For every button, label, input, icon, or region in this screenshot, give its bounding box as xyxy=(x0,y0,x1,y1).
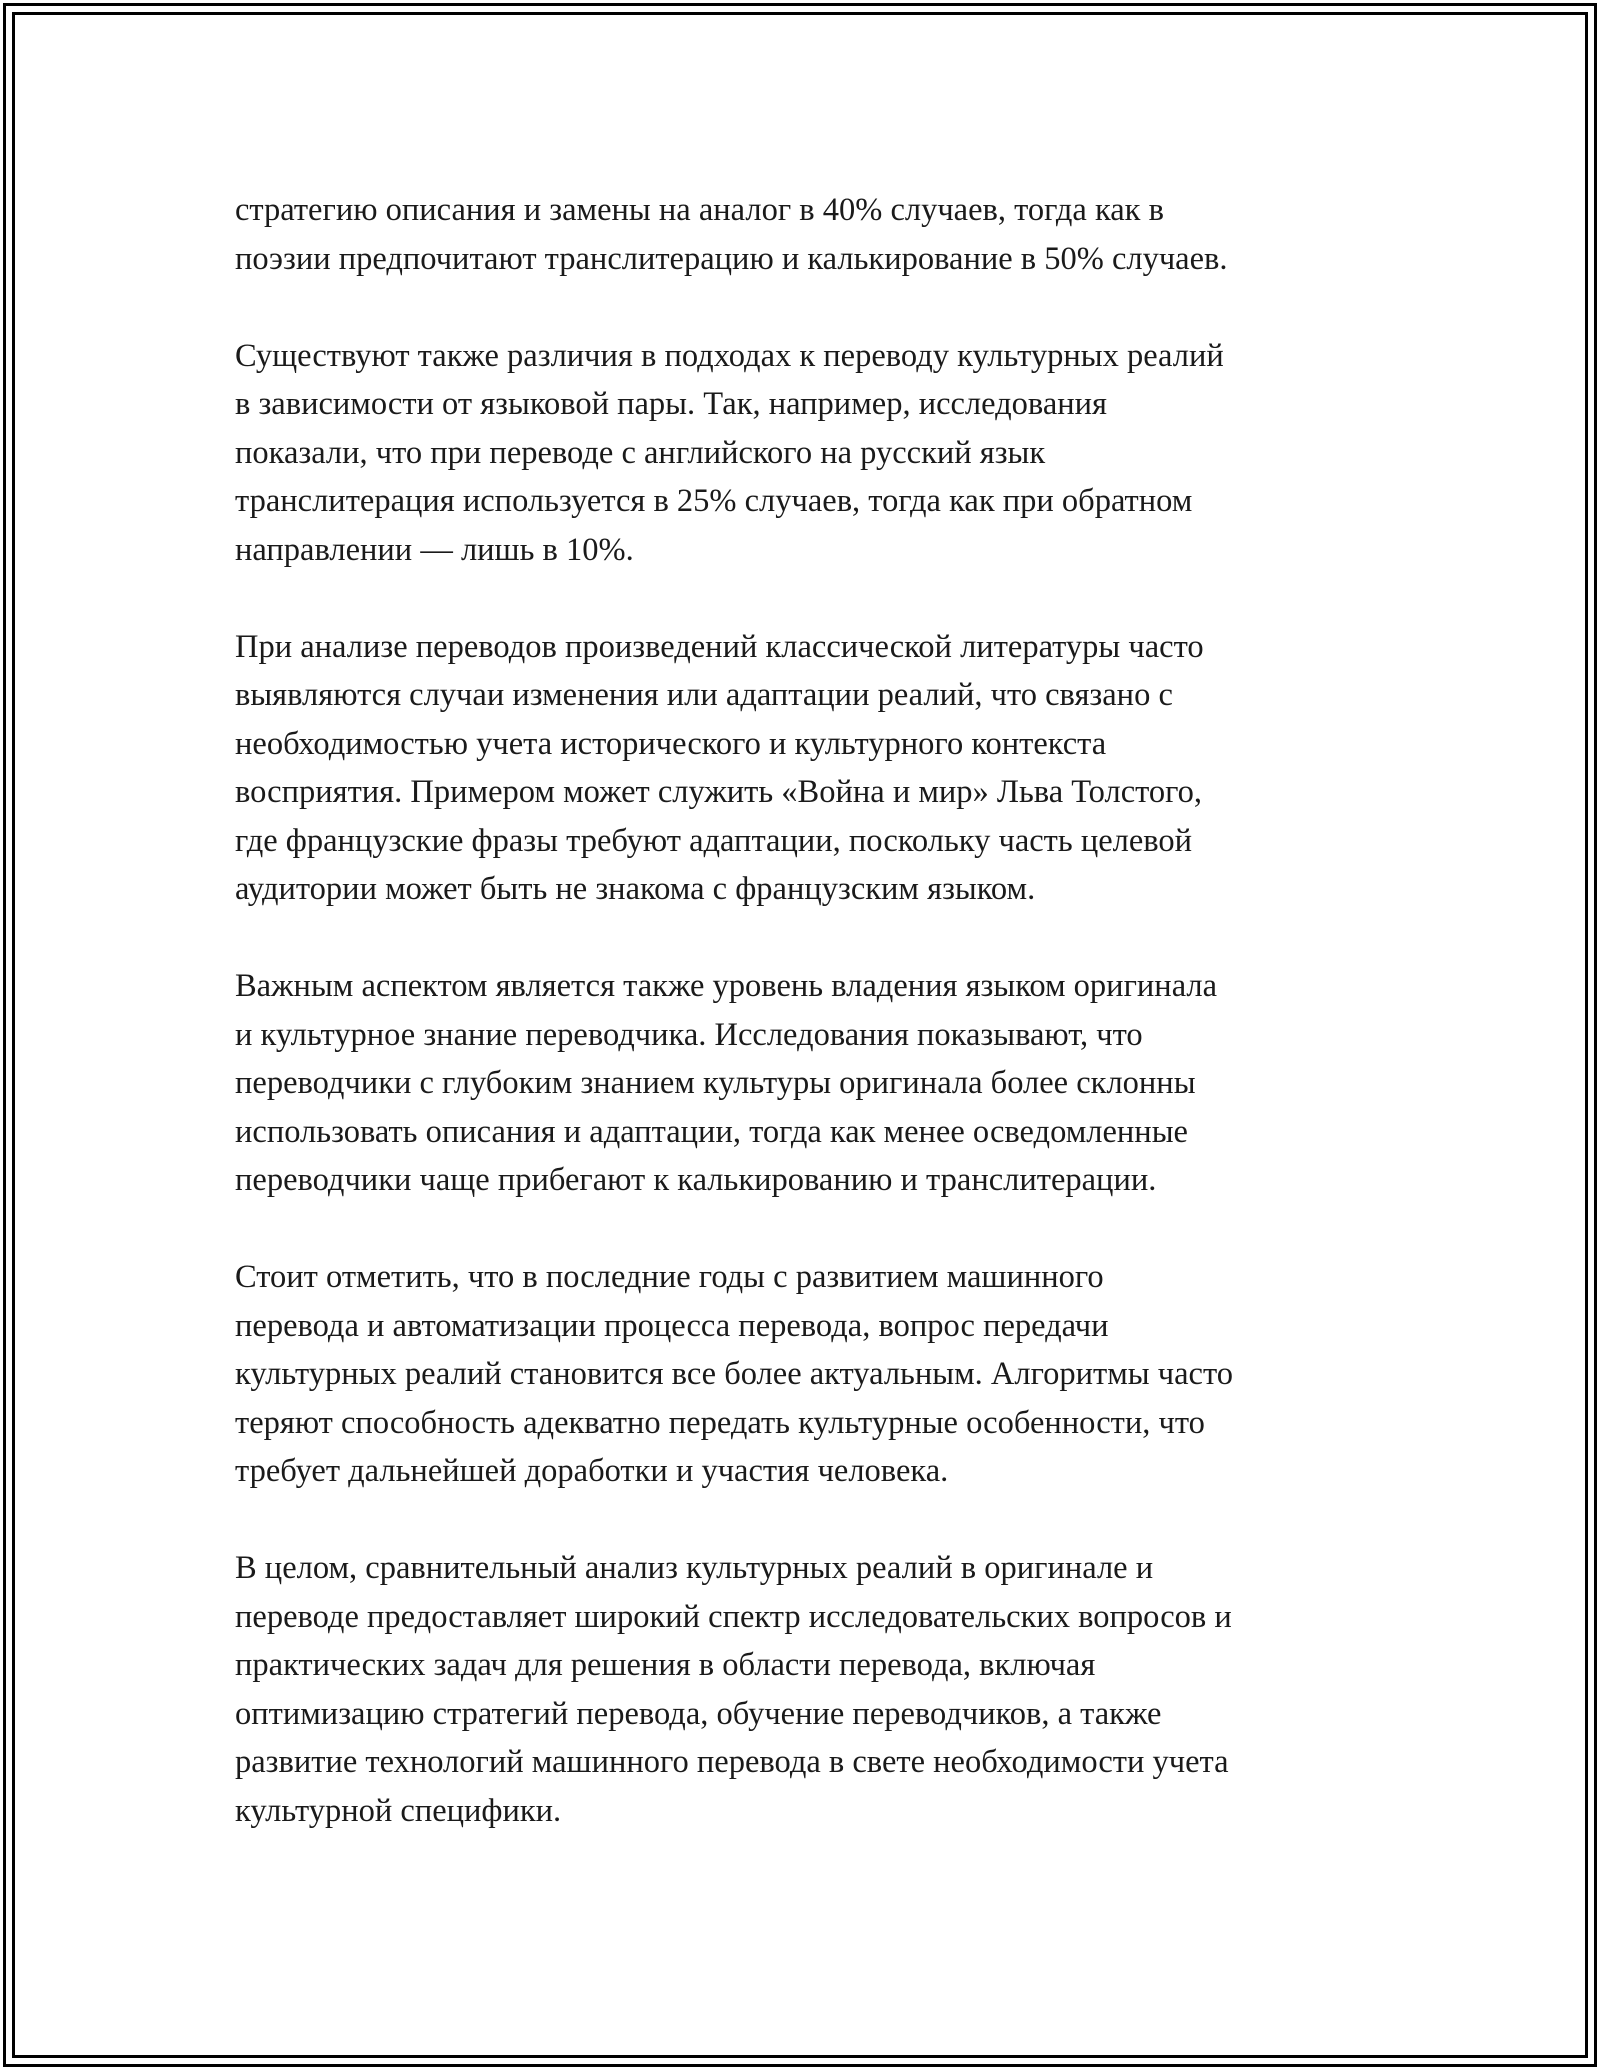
text-line: и культурное знание переводчика. Исследования показывают, что xyxy=(235,1016,1143,1053)
text-line: переводчики чаще прибегают к калькированию и транслитерации. xyxy=(235,1162,1157,1198)
text-line: где французские фразы требуют адаптации, поскольку часть целевой xyxy=(235,822,1193,859)
text-line: выявляются случаи изменения или адаптации реалий, что связано с xyxy=(235,677,1173,713)
text-line: стратегию описания и замены на аналог в 40% случаев, тогда как в xyxy=(235,192,1164,228)
text-line: При анализе переводов произведений классической литературы часто xyxy=(235,628,1204,665)
text-line: культурной специфики. xyxy=(235,1792,562,1829)
paragraph-3 xyxy=(235,623,1415,914)
paragraph-5 xyxy=(235,1253,1415,1496)
text-line: практических задач для решения в области перевода, включая xyxy=(235,1647,1096,1683)
text-line: использовать описания и адаптации, тогда как менее осведомленные xyxy=(235,1113,1188,1150)
text-line: требует дальнейшей доработки и участия человека. xyxy=(235,1453,949,1489)
text-line: восприятия. Примером может служить «Война и мир» Льва Толстого, xyxy=(235,774,1203,810)
document-body xyxy=(235,186,1415,1884)
text-line: В целом, сравнительный анализ культурных реалий в оригинале и xyxy=(235,1550,1154,1586)
paragraph-6 xyxy=(235,1544,1415,1835)
text-line: культурных реалий становится все более актуальным. Алгоритмы часто xyxy=(235,1356,1233,1392)
text-line: направлении — лишь в 10%. xyxy=(235,531,634,568)
text-line: поэзии предпочитают транслитерацию и калькирование в 50% случаев. xyxy=(235,240,1228,277)
text-line: развитие технологий машинного перевода в свете необходимости учета xyxy=(235,1744,1229,1780)
text-line: в зависимости от языковой пары. Так, например, исследования xyxy=(235,386,1108,422)
text-line: транслитерация используется в 25% случаев, тогда как при обратном xyxy=(235,483,1193,519)
text-line: оптимизацию стратегий перевода, обучение переводчиков, а также xyxy=(235,1695,1162,1732)
paragraph-2 xyxy=(235,332,1415,575)
text-line: необходимостью учета исторического и культурного контекста xyxy=(235,725,1107,762)
text-line: перевода и автоматизации процесса перевода, вопрос передачи xyxy=(235,1307,1109,1344)
text-line: Стоит отметить, что в последние годы с развитием машинного xyxy=(235,1259,1104,1295)
text-line: переводчики с глубоким знанием культуры оригинала более склонны xyxy=(235,1065,1196,1101)
text-line: Важным аспектом является также уровень владения языком оригинала xyxy=(235,968,1218,1004)
text-line: показали, что при переводе с английского на русский язык xyxy=(235,434,1046,471)
text-line: переводе предоставляет широкий спектр исследовательских вопросов и xyxy=(235,1598,1232,1635)
text-line: Существуют также различия в подходах к переводу культурных реалий xyxy=(235,337,1224,374)
paragraph-1 xyxy=(235,186,1415,283)
text-line: аудитории может быть не знакома с французским языком. xyxy=(235,871,1036,907)
text-line: теряют способность адекватно передать культурные особенности, что xyxy=(235,1404,1205,1441)
paragraph-4 xyxy=(235,962,1415,1205)
